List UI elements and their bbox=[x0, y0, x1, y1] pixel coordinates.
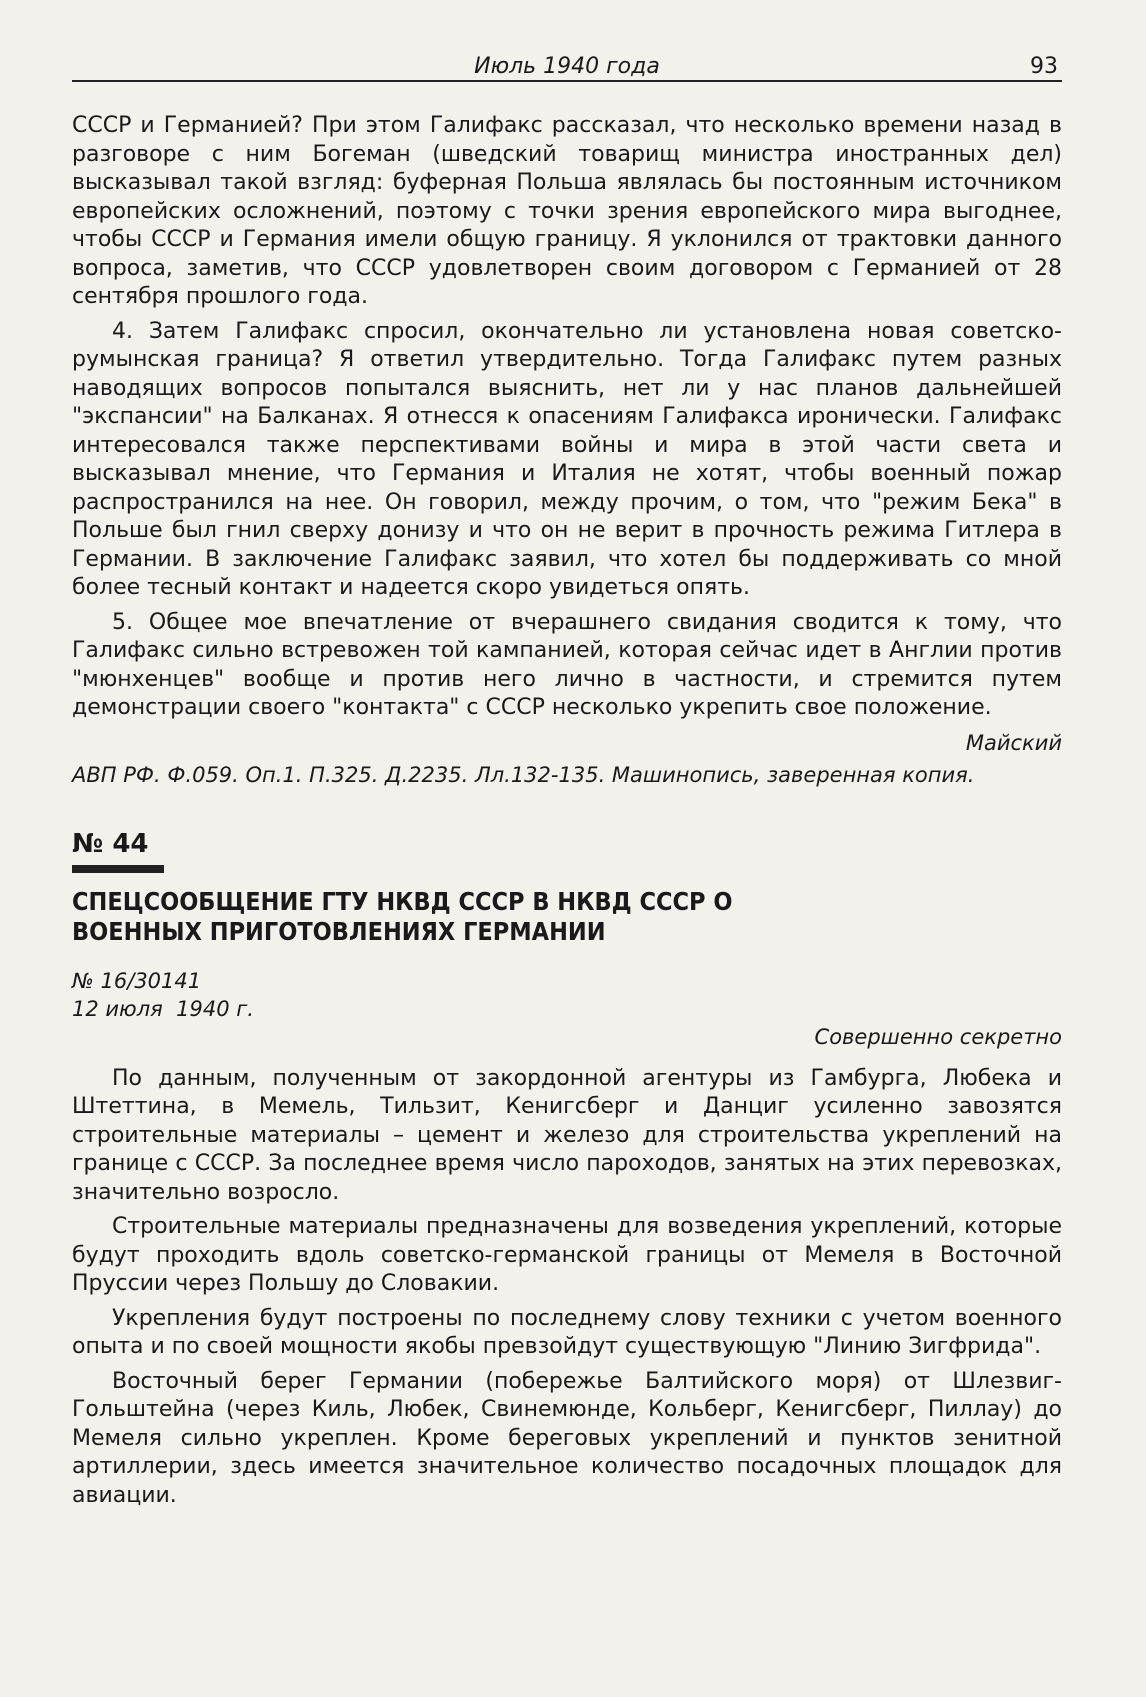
paragraph: Строительные материалы предназначены для возведения укреплений, которые будут проходить вдоль советско-германской границы от Мемеля в Восточной Пруссии через Польшу до Словакии. bbox=[72, 1214, 1062, 1296]
document-page bbox=[72, 40, 1062, 1516]
paragraph: 4. Затем Галифакс спросил, окончательно ли установлена новая советско-румынская граница? Я ответил утвердительно. Тогда Галифакс путем разных наводящих вопросов попытался выяснить, нет ли у нас планов дальнейшей "экспансии" на Балканах. Я отнесся к опасениям Галифакса иронически. Галифакс интересовался также перспективами войны и мира в этой части света и высказывал мнение, что Германия и Италия не хотят, чтобы военный пожар распространился на нее. Он говорил, между прочим, о том, что "режим Бека" в Польше был гнил сверху донизу и что он не верит в прочность режима Гитлера в Германии. В заключение Галифакс заявил, что хотел бы поддерживать со мной более тесный контакт и надеется скоро увидеться опять. bbox=[72, 318, 1062, 600]
paragraph: СССР и Германией? При этом Галифакс рассказал, что несколько времени назад в разговоре с ним Богеман (шведский товарищ министра иностранных дел) высказывал такой взгляд: буферная Польша являлась бы постоянным источником европейских осложнений, поэтому с точки зрения европейского мира выгоднее, чтобы СССР и Германия имели общую границу. Я уклонился от трактовки данного вопроса, заметив, что СССР удовлетворен своим договором с Германией от 28 сентября прошлого года. bbox=[72, 113, 1062, 309]
previous-document-text bbox=[72, 112, 1062, 789]
document-44 bbox=[72, 829, 1062, 1511]
document-title: СПЕЦСООБЩЕНИЕ ГТУ НКВД СССР В НКВД СССР О ВОЕННЫХ ПРИГОТОВЛЕНИЯХ ГЕРМАНИИ bbox=[72, 886, 733, 946]
archive-reference: АВП РФ. Ф.059. Оп.1. П.325. Д.2235. Лл.132-135. Машинопись, заверенная копия. bbox=[72, 762, 975, 787]
running-title: Июль 1940 года bbox=[474, 54, 660, 79]
page-number: 93 bbox=[1030, 54, 1058, 79]
document-number: № 44 bbox=[72, 828, 149, 859]
paragraph: По данным, полученным от закордонной агентуры из Гамбурга, Любека и Штеттина, в Мемель, Тильзит, Кенигсберг и Данциг усиленно завозятся строительные материалы – цемент и железо для строительства укреплений на границе с СССР. За последнее время число пароходов, занятых на этих перевозках, значительно возросло. bbox=[72, 1065, 1062, 1205]
paragraph: Укрепления будут построены по последнему слову техники с учетом военного опыта и по своей мощности якобы превзойдут существующую "Линию Зигфрида". bbox=[72, 1305, 1062, 1359]
paragraph: 5. Общее мое впечатление от вчерашнего свидания сводится к тому, что Галифакс сильно встревожен той кампанией, которая сейчас идет в Англии против "мюнхенцев" вообще и против него лично в частности, и стремится путем демонстрации своего "контакта" с СССР несколько укрепить свое положение. bbox=[72, 609, 1062, 720]
page-header bbox=[72, 40, 1062, 82]
document-number-underline bbox=[72, 865, 164, 873]
registration-date: 12 июля 1940 г. bbox=[72, 996, 254, 1021]
signature: Майский bbox=[965, 730, 1062, 755]
registration-number: № 16/30141 bbox=[72, 968, 202, 993]
classification-stamp: Совершенно секретно bbox=[814, 1024, 1062, 1049]
paragraph: Восточный берег Германии (побережье Балтийского моря) от Шлезвиг-Гольштейна (через Киль, Любек, Свинемюнде, Кольберг, Кенигсберг, Пиллау) до Мемеля сильно укреплен. Кроме береговых укреплений и пунктов зенитной артиллерии, здесь имеется значительное количество посадочных площадок для авиации. bbox=[72, 1368, 1062, 1508]
